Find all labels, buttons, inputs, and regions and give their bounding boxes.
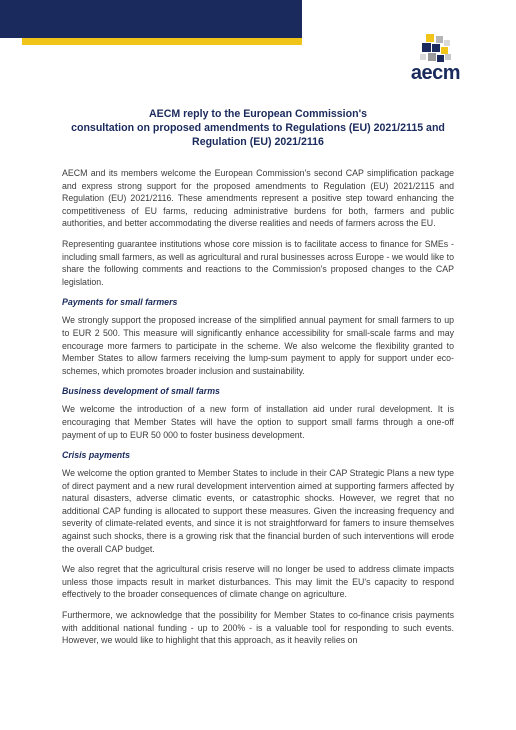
document-body — [62, 107, 454, 655]
heading-small-farmers: Payments for small farmers — [62, 297, 178, 308]
paragraph-intro: AECM and its members welcome the European Commission's second CAP simplification package and express strong support for the proposed amendments to Regulation (EU) 2021/2115 and Regulation (EU) 2021/2116. These amendments represent a positive step toward enhancing the competitiveness of EU farms, reducing administrative burdens for both, farmers and public authorities, and better accommodating the diverse realities and needs of farmers across the EU. — [62, 168, 454, 229]
paragraph-crisis-3: Furthermore, we acknowledge that the possibility for Member States to co-finance crisis payments with additional national funding - up to 200% - is a valuable tool for responding to such events. However, we would like to highlight that this approach, as it heavily relies on — [62, 610, 454, 646]
aecm-logo-text: aecm — [410, 62, 460, 84]
heading-business-development: Business development of small farms — [62, 386, 220, 397]
header-stripe — [22, 38, 302, 45]
document-title: AECM reply to the European Commission's consultation on proposed amendments to Regulations (EU) 2021/2115 and Regulation (EU) 2021/2116 — [71, 108, 445, 148]
heading-crisis-payments: Crisis payments — [62, 450, 130, 461]
paragraph-crisis-1: We welcome the option granted to Member States to include in their CAP Strategic Plans a new type of direct payment and a new rural development intervention aimed at supporting farmers affected by natural disasters, adverse climatic events, or catastrophic shocks. However, we regret that no additional CAP funding is allocated to support these measures. Given the increasing frequency and severity of climate-related events, and since it is not straightforward for famers to insure themselves against such shocks, there is a growing risk that the financial burden of such interventions will erode the overall CAP budget. — [62, 468, 454, 554]
header-band — [0, 0, 302, 38]
paragraph-representing: Representing guarantee institutions whose core mission is to facilitate access to finance for SMEs - including small farmers, as well as agricultural and rural businesses across Europe - we would like to share the following comments and reactions to the Commission's proposed changes to the CAP legislation. — [62, 238, 454, 287]
paragraph-crisis-2: We also regret that the agricultural crisis reserve will no longer be used to address climate impacts unless those impacts result in market disturbances. This may limit the EU's capacity to respond effectively to the broader consequences of climate change on agriculture. — [62, 564, 454, 600]
paragraph-business-development: We welcome the introduction of a new form of installation aid under rural development. It is encouraging that Member States will have the option to support small farms through a one-off payment of up to EUR 50 000 to foster business development. — [62, 404, 454, 440]
paragraph-small-farmers: We strongly support the proposed increase of the simplified annual payment for small farmers to up to EUR 2 500. This measure will significantly enhance accessibility for small-scale farms and may encourage more farmers to participate in the scheme. We also welcome the flexibility granted to Member States to allow farmers receiving the lump-sum payment to apply for support under eco-schemes, which promotes broader inclusion and sustainability. — [62, 315, 454, 376]
